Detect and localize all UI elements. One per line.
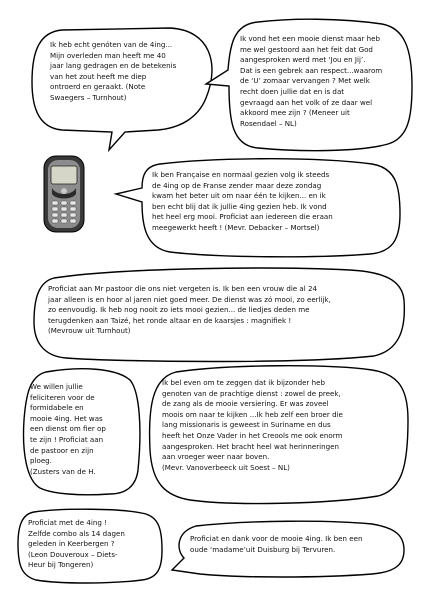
mobile-phone-icon [44,156,84,232]
bubble-3-text: Ik ben Française en normaal gezien volg ik steeds de 4ing op de Franse zender maar deze zondag kwam het beter uit om naar één te kijken... en ik ben echt blij dat ik jullie 4ing gezien heb. Ik vond het heel erg mooi. Proficiat aan iedereen die eraan meegewerkt heeft ! (Mevr. Debacker – Mortsel) [152,170,333,232]
bubble-7-text: Proficiat met de 4ing ! Zelfde combo als 14 dagen geleden in Keerbergen ? (Leon Douveroux – Diets- Heur bij Tongeren) [28,518,125,570]
bubble-8-text: Proficiat en dank voor de mooie 4ing. Ik ben een oude ‘madame’uit Duisburg bij Tervuren. [190,534,363,554]
bubble-2-text: Ik vond het een mooie dienst maar heb me wel gestoord aan het feit dat God aangesproken werd met ‘Jou en Jij’. Dat is een gebrek aan respect...waarom de ‘U’ zomaar vervangen ? Met welk recht doen jullie dat en is dat gevraagd aan het volk of ze daar wel akkoord mee zijn ? (Meneer uit Rosendael – NL) [240,34,383,128]
bubble-5-text: We willen jullie feliciteren voor de formidabele en mooie 4ing. Het was een dienst om fier op te zijn ! Proficiat aan de pastoor en zijn ploeg. (Zusters van de H. [30,382,106,476]
bubble-4-text: Proficiat aan Mr pastoor die ons niet vergeten is. Ik ben een vrouw die al 24 jaar alleen is en hoor al jaren niet goed meer. De dienst was zó mooi, zo eerlijk, zo eenvoudig. Ik heb nog nooit zo iets mooi gezien... de liedjes deden me terugdenken aan Taizé, het ronde altaar en de kaarsjes : magnifiek ! (Mevrouw uit Turnhout) [48,284,331,336]
bubble-1-text: Ik heb echt genóten van de 4ing... Mijn overleden man heeft me 40 jaar lang gedragen en de betekenis van het zout heeft me diep ontroerd en geraakt. (Note Swaegers – Turnhout) [50,40,177,102]
bubble-6-text: Ik bel even om te zeggen dat ik bijzonder heb genoten van de prachtige dienst : zowel de preek, de zang als de mooie versiering. Er was zoveel moois om naar te kijken ...Ik heb zelf een broer die lang missionaris is geweest in Suriname en dus heeft het Onze Vader in het Creools me ook enorm aangesproken. Het bracht heel wat herinneringen aan vroeger weer naar boven. (Mevr. Vanoverbeeck uit Soest – NL) [162,378,343,472]
